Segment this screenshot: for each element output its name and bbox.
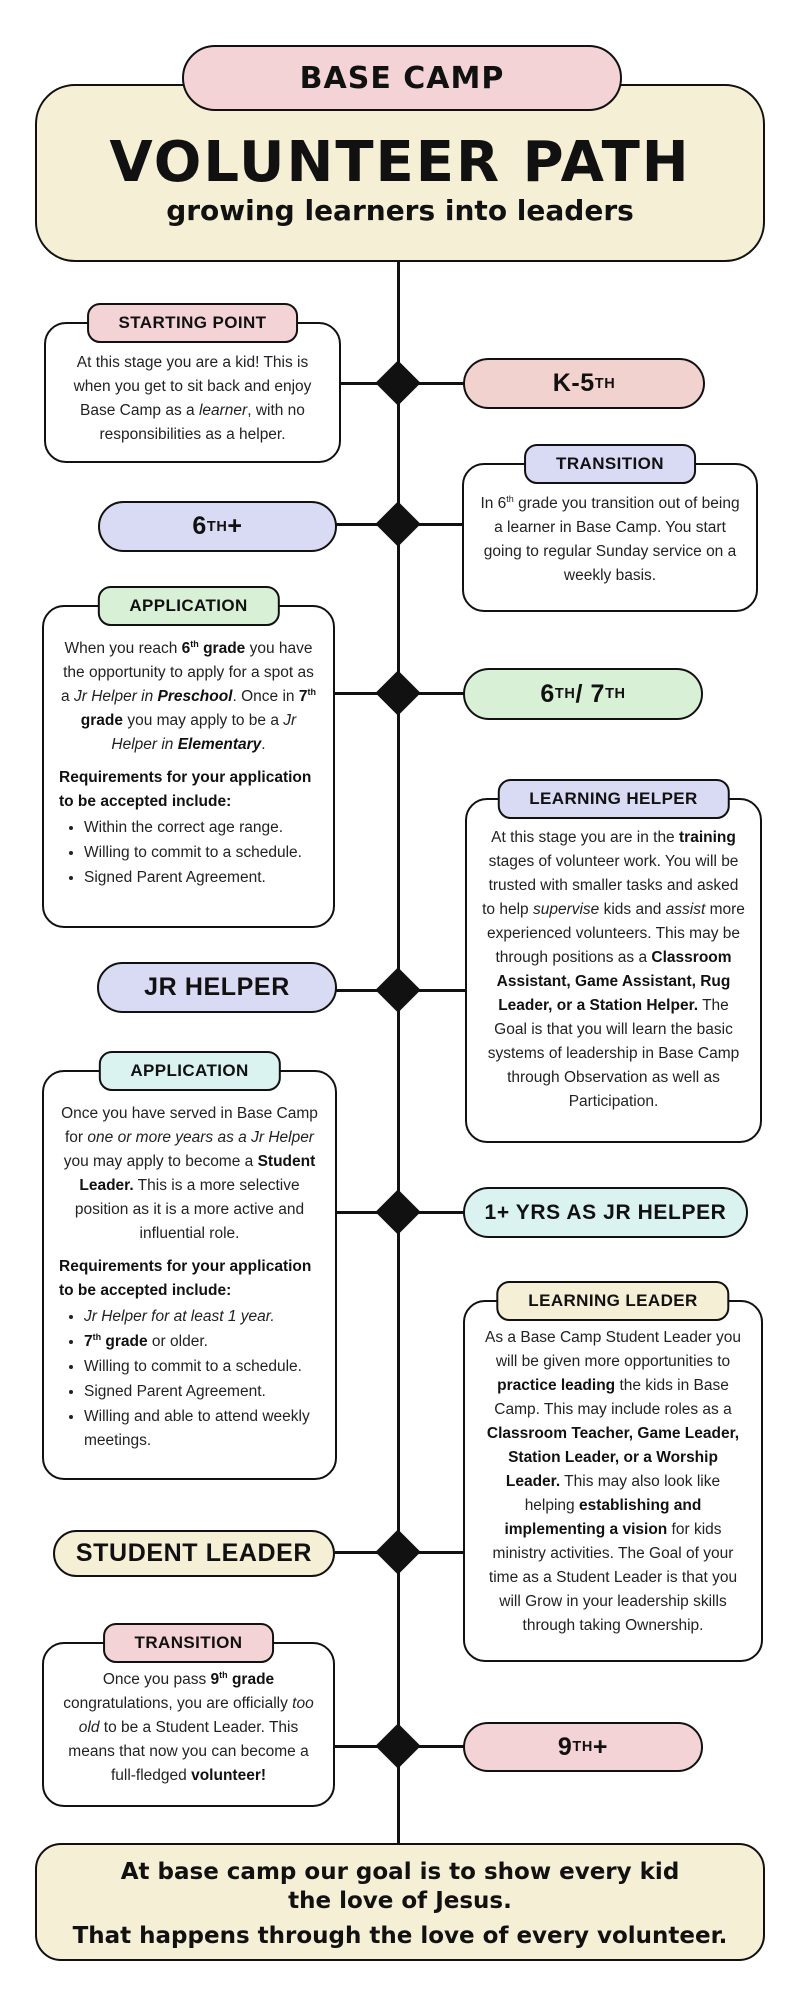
starting-point-card bbox=[44, 313, 341, 463]
application-2-body bbox=[44, 1072, 335, 1464]
grade-6-7-pill: 6 TH / 7 TH bbox=[463, 668, 703, 720]
application-card-2 bbox=[42, 1061, 337, 1480]
requirement-item: • 7th grade or older. bbox=[84, 1330, 320, 1354]
application-2-paragraph: Once you have served in Base Camp for one or more years as a Jr Helper you may apply to become a Student Leader. This is a more selective position as it is a more active and influential role. bbox=[61, 1105, 318, 1242]
requirements-heading: Requirements for your application to be accepted include: bbox=[59, 1258, 312, 1299]
page-subtitle: growing learners into leaders bbox=[166, 194, 634, 227]
grade-6-plus-pill: 6 TH + bbox=[98, 501, 337, 552]
transition-1-body: In 6th grade you transition out of being a learner in Base Camp. You start going to regular Sunday service on a weekly basis. bbox=[480, 493, 740, 584]
transition-2-body: Once you pass 9th grade congratulations, you are officially too old to be a Student Leader. This means that now you can become a full-fledged volunteer! bbox=[63, 1669, 314, 1784]
application-1-header: APPLICATION bbox=[97, 586, 279, 626]
transition-2-header: TRANSITION bbox=[103, 1623, 275, 1663]
transition-card-2 bbox=[42, 1633, 335, 1807]
requirement-item: • Signed Parent Agreement. bbox=[84, 1380, 320, 1404]
requirements-heading: Requirements for your application to be accepted include: bbox=[59, 769, 312, 810]
starting-point-header: STARTING POINT bbox=[87, 303, 299, 343]
learning-helper-header: LEARNING HELPER bbox=[497, 779, 729, 819]
learning-helper-body: At this stage you are in the training stages of volunteer work. You will be trusted with smaller tasks and asked to help supervise kids and assist more experienced volunteers. This may be through positions as a Classroom Assistant, Game Assistant, Rug Leader, or a Station Helper. The Goal is that you will learn the basic systems of leadership in Base Camp through Observation as well as Participation. bbox=[482, 829, 745, 1110]
requirement-item: • Willing to commit to a schedule. bbox=[84, 1355, 320, 1379]
requirement-item: • Within the correct age range. bbox=[84, 816, 318, 840]
grade-9-plus-pill: 9 TH + bbox=[463, 1722, 703, 1772]
requirement-item: • Willing to commit to a schedule. bbox=[84, 841, 318, 865]
requirements-list bbox=[59, 1305, 320, 1453]
requirement-item: • Jr Helper for at least 1 year. bbox=[84, 1305, 320, 1329]
diamond-node bbox=[375, 1189, 420, 1234]
student-leader-pill: STUDENT LEADER bbox=[53, 1530, 335, 1577]
requirements-list bbox=[59, 816, 318, 890]
transition-1-header: TRANSITION bbox=[524, 444, 696, 484]
learning-helper-card bbox=[465, 789, 762, 1143]
timeline-line bbox=[397, 255, 400, 1845]
one-plus-years-pill: 1+ YRS AS JR HELPER bbox=[463, 1187, 748, 1238]
application-1-paragraph: When you reach 6th grade you have the opportunity to apply for a spot as a Jr Helper in Preschool. Once in 7th grade you may apply to be a Jr Helper in Elementary. bbox=[61, 638, 316, 753]
footer-box bbox=[35, 1843, 765, 1961]
diamond-node bbox=[375, 967, 420, 1012]
page-title: VOLUNTEER PATH bbox=[109, 130, 691, 195]
diamond-node bbox=[375, 1723, 420, 1768]
requirement-item: • Signed Parent Agreement. bbox=[84, 866, 318, 890]
learning-leader-card bbox=[463, 1291, 763, 1662]
k5-grade-pill: K-5 TH bbox=[463, 358, 705, 409]
transition-card-1 bbox=[462, 454, 758, 612]
footer-volunteer-text: That happens through the love of every volunteer. bbox=[72, 1923, 728, 1949]
diamond-node bbox=[375, 501, 420, 546]
starting-point-body: At this stage you are a kid! This is when you get to sit back and enjoy Base Camp as a learner, with no responsibilities as a helper. bbox=[73, 354, 312, 443]
application-1-body bbox=[44, 607, 333, 901]
diamond-node bbox=[375, 1529, 420, 1574]
base-camp-badge: BASE CAMP bbox=[182, 45, 622, 111]
application-2-header: APPLICATION bbox=[98, 1051, 280, 1091]
jr-helper-pill: JR HELPER bbox=[97, 962, 337, 1013]
footer-goal-text: At base camp our goal is to show every kid the love of Jesus. bbox=[120, 1859, 680, 1914]
diamond-node bbox=[375, 360, 420, 405]
application-card-1 bbox=[42, 596, 335, 928]
learning-leader-header: LEARNING LEADER bbox=[496, 1281, 729, 1321]
learning-leader-body: As a Base Camp Student Leader you will be given more opportunities to practice leading the kids in Base Camp. This may include roles as a Classroom Teacher, Game Leader, Station Leader, or a Worship Leader. This may also look like helping establishing and implementing a vision for kids ministry activities. The Goal of your time as a Student Leader is that you will Grow in your leadership skills through taking Ownership. bbox=[485, 1329, 741, 1634]
diamond-node bbox=[375, 670, 420, 715]
requirement-item: • Willing and able to attend weekly meetings. bbox=[84, 1405, 320, 1453]
